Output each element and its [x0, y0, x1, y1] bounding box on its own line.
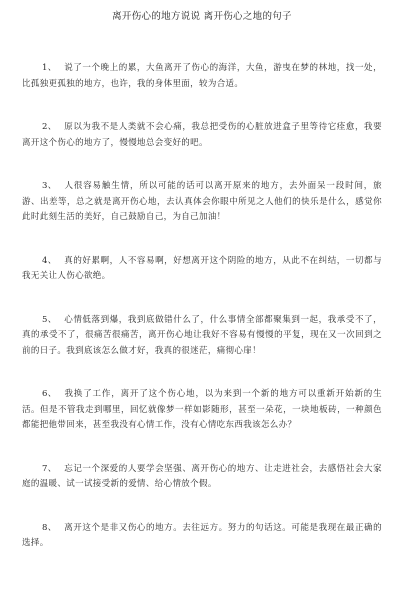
item-text: 说了一个晚上的累，大鱼离开了伤心的海洋，大鱼，游曳在梦的林地，找一处，比孤独更孤独的地方，也许，我的身体里面，较为合适。 [22, 63, 382, 89]
list-item [22, 387, 382, 434]
list-item [22, 462, 382, 493]
item-text: 我换了工作，离开了这个伤心地，以为来到一个新的地方可以重新开始新的生活。但是不管我走到哪里，回忆就像梦一样如影随形，甚至一朵花，一块地板砖，一种颜色都能把他带回来，甚至我没有心情工作，没有心情吃东西我该怎么办？ [22, 389, 382, 430]
item-number: 5、 [42, 314, 57, 325]
item-text: 原以为我不是人类就不会心痛，我总把受伤的心脏放进盒子里等待它痊愈，我要离开这个伤心的地方了，慢慢地总会变好的吧。 [22, 122, 382, 148]
item-number: 4、 [42, 255, 57, 266]
list-item [22, 521, 382, 552]
page-title: 离开伤心的地方说说 离开伤心之地的句子 [112, 11, 292, 22]
item-number: 6、 [42, 389, 57, 399]
item-text: 心情低落到爆，我到底做错什么了，什么事情全部都聚集到一起，我承受不了，真的承受不了，很痛苦很痛苦，离开伤心地让我好不容易有慢慢的平复，现在又一次回到之前的日子。我到底该怎么做才好，我真的很迷茫，痛彻心扉！ [22, 314, 382, 356]
item-text: 离开这个是非又伤心的地方。去往远方。努力的句话这。可能是我现在最正确的选择。 [22, 522, 382, 548]
item-number: 3、 [42, 181, 57, 191]
item-number: 2、 [42, 122, 57, 132]
list-item [22, 120, 382, 151]
item-text: 忘记一个深爱的人要学会坚强、离开伤心的地方、让走进社会，去感悟社会大家庭的温暖、试一试接受新的爱情、给心情放个假。 [22, 463, 382, 489]
item-number: 1、 [42, 63, 57, 73]
item-number: 7、 [42, 463, 57, 474]
list-item [22, 313, 382, 360]
list-item [22, 61, 382, 92]
list-item [22, 179, 382, 226]
item-text: 人很容易触生情，所以可能的话可以离开原来的地方，去外面呆一段时间，旅游、出差等，总之就是离开伤心地，去认真体会你眼中所见之人他们的快乐是什么，感觉你此时此刻生活的美好，自己鼓励自己，为自己加油！ [22, 181, 382, 222]
item-number: 8、 [42, 522, 57, 533]
item-text: 真的好累啊，人不容易啊，好想离开这个阴险的地方，从此不在纠结，一切都与我无关让人伤心欲绝。 [22, 255, 382, 281]
list-item [22, 254, 382, 285]
